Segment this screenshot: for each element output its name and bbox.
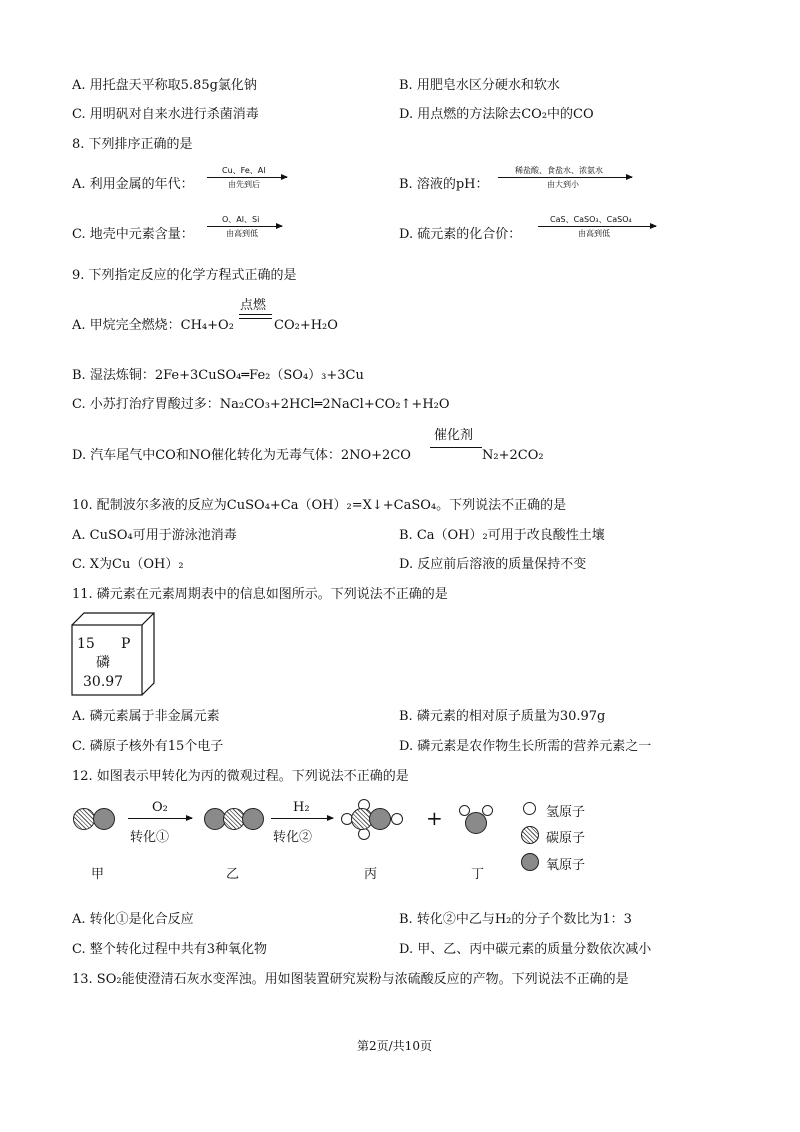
q8-a-arrow-below: 由先到后 bbox=[228, 180, 260, 189]
step1-arrow bbox=[128, 818, 192, 819]
step2-arrow bbox=[271, 818, 333, 819]
q9-d-condition: 催化剂 bbox=[434, 428, 474, 443]
q9-option-d-left: D. 汽车尾气中CO和NO催化转化为无毒气体：2NO+2CO bbox=[72, 448, 411, 463]
label-ding: 丁 bbox=[471, 867, 485, 882]
q8-option-d: D. 硫元素的化合价： bbox=[399, 227, 522, 242]
q9-a-condition: 点燃 bbox=[240, 298, 267, 313]
q10-stem: 10. 配制波尔多液的反应为CuSO₄+Ca（OH）₂=X↓+CaSO₄。下列说法不正确的是 bbox=[72, 498, 567, 513]
q9-option-d-right: N₂+2CO₂ bbox=[482, 448, 544, 463]
bing-hydrogen-atom-4 bbox=[391, 813, 403, 825]
q7-option-c: C. 用明矾对自来水进行杀菌消毒 bbox=[72, 107, 259, 122]
q8-option-a: A. 利用金属的年代： bbox=[72, 177, 194, 192]
q10-option-d: D. 反应前后溶液的质量保持不变 bbox=[399, 557, 587, 572]
q8-b-arrow-above: 稀盐酸、食盐水、浓氨水 bbox=[515, 166, 603, 175]
q11-option-d: D. 磷元素是农作物生长所需的营养元素之一 bbox=[399, 739, 652, 754]
q9-option-c: C. 小苏打治疗胃酸过多：Na₂CO₃+2HCl═2NaCl+CO₂↑+H₂O bbox=[72, 397, 450, 412]
q8-option-b: B. 溶液的pH： bbox=[399, 177, 489, 192]
q8-c-arrow-above: O、Al、Si bbox=[222, 215, 260, 224]
legend-hydrogen-atom bbox=[523, 802, 536, 815]
q9-d-reaction-line bbox=[430, 447, 482, 448]
q8-c-arrow-below: 由高到低 bbox=[226, 229, 258, 238]
q9-stem: 9. 下列指定反应的化学方程式正确的是 bbox=[72, 268, 297, 283]
q12-option-c: C. 整个转化过程中共有3种氧化物 bbox=[72, 942, 268, 957]
jia-carbon-atom bbox=[73, 808, 95, 830]
jia-oxygen-atom bbox=[93, 808, 115, 830]
legend-carbon-label: 碳原子 bbox=[546, 831, 586, 846]
q8-d-arrow-above: CaS、CaSO₃、CaSO₄ bbox=[550, 215, 632, 224]
q12-stem: 12. 如图表示甲转化为丙的微观过程。下列说法不正确的是 bbox=[72, 769, 409, 784]
q8-b-arrow bbox=[498, 177, 632, 178]
q10-option-b: B. Ca（OH）₂可用于改良酸性土壤 bbox=[399, 528, 605, 543]
q8-d-arrow bbox=[538, 226, 656, 227]
legend-oxygen-atom bbox=[521, 853, 539, 871]
label-bing: 丙 bbox=[364, 867, 378, 882]
q7-option-d: D. 用点燃的方法除去CO₂中的CO bbox=[399, 107, 594, 122]
q8-d-arrow-below: 由高到低 bbox=[578, 229, 610, 238]
q12-option-a: A. 转化①是化合反应 bbox=[72, 912, 194, 927]
ding-oxygen-atom bbox=[465, 812, 487, 834]
step2-reagent: H₂ bbox=[293, 800, 310, 815]
q11-option-a: A. 磷元素属于非金属元素 bbox=[72, 709, 220, 724]
step1-reagent: O₂ bbox=[152, 800, 168, 815]
q8-stem: 8. 下列排序正确的是 bbox=[72, 137, 193, 152]
label-yi: 乙 bbox=[226, 867, 240, 882]
q8-a-arrow-above: Cu、Fe、Al bbox=[222, 166, 266, 175]
q11-option-c: C. 磷原子核外有15个电子 bbox=[72, 739, 224, 754]
q8-a-arrow bbox=[207, 177, 287, 178]
q9-a-equals-sign bbox=[239, 314, 272, 319]
q11-stem: 11. 磷元素在元素周期表中的信息如图所示。下列说法不正确的是 bbox=[72, 587, 448, 602]
q11-option-b: B. 磷元素的相对原子质量为30.97g bbox=[399, 709, 606, 724]
page-number-footer: 第2页/共10页 bbox=[357, 1039, 432, 1053]
element-symbol: P bbox=[121, 636, 131, 652]
legend-oxygen-label: 氧原子 bbox=[546, 858, 586, 873]
yi-oxygen-atom-right bbox=[242, 808, 264, 830]
q12-option-d: D. 甲、乙、丙中碳元素的质量分数依次减小 bbox=[399, 942, 652, 957]
step1-label: 转化① bbox=[130, 830, 170, 845]
element-atomic-mass: 30.97 bbox=[83, 674, 124, 690]
step2-label: 转化② bbox=[273, 830, 313, 845]
q7-option-b: B. 用肥皂水区分硬水和软水 bbox=[399, 78, 560, 93]
bing-oxygen-atom bbox=[369, 808, 391, 830]
q10-option-c: C. X为Cu（OH）₂ bbox=[72, 557, 184, 572]
q7-option-a: A. 用托盘天平称取5.85g氯化钠 bbox=[72, 78, 257, 93]
plus-sign: + bbox=[426, 806, 443, 830]
legend-hydrogen-label: 氢原子 bbox=[546, 805, 586, 820]
q8-c-arrow bbox=[207, 226, 282, 227]
element-atomic-number: 15 bbox=[77, 636, 95, 652]
q8-option-c: C. 地壳中元素含量： bbox=[72, 227, 194, 242]
q8-b-arrow-below: 由大到小 bbox=[547, 180, 579, 189]
q9-option-b: B. 湿法炼铜：2Fe+3CuSO₄═Fe₂（SO₄）₃+3Cu bbox=[72, 368, 364, 383]
q9-option-a-left: A. 甲烷完全燃烧：CH₄+O₂ bbox=[72, 318, 234, 333]
q12-option-b: B. 转化②中乙与H₂的分子个数比为1：3 bbox=[399, 912, 632, 927]
q13-stem: 13. SO₂能使澄清石灰水变浑浊。用如图装置研究炭粉与浓硫酸反应的产物。下列说法不正确的是 bbox=[72, 972, 629, 987]
q10-option-a: A. CuSO₄可用于游泳池消毒 bbox=[72, 528, 237, 543]
q9-option-a-right: CO₂+H₂O bbox=[274, 318, 338, 333]
element-name: 磷 bbox=[96, 655, 110, 671]
legend-carbon-atom bbox=[521, 826, 539, 844]
label-jia: 甲 bbox=[91, 867, 105, 882]
